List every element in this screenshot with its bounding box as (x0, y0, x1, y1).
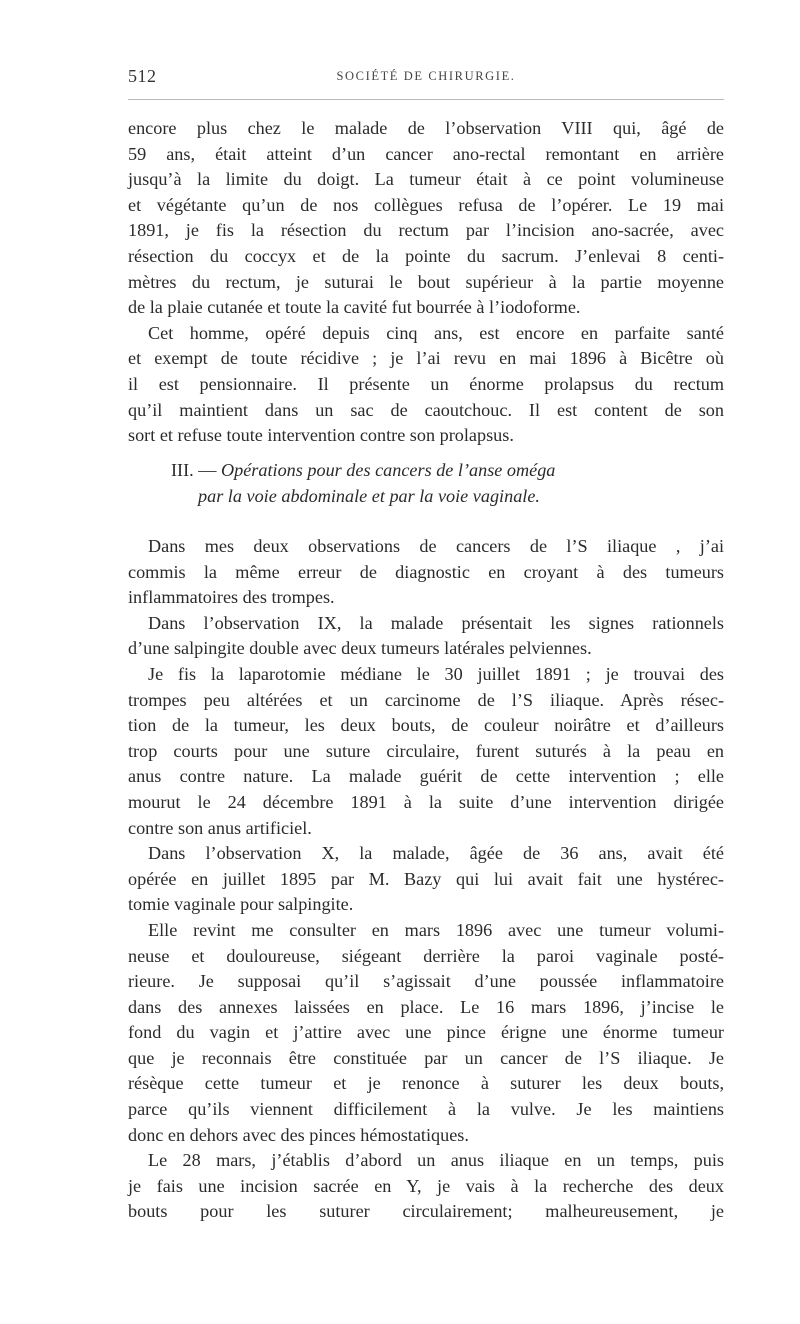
section-title-line-2: par la voie abdominale et par la voie vaginale. (198, 485, 540, 506)
text-line: rieure. Je supposai qu’il s’agissait d’une poussée inflammatoire (128, 971, 724, 992)
page-number: 512 (128, 66, 157, 86)
text-line: que je reconnais être constituée par un cancer de l’S iliaque. Je (128, 1047, 724, 1068)
text-line: sort et refuse toute intervention contre son prolapsus. (128, 425, 514, 446)
text-line: encore plus chez le malade de l’observation VIII qui, âgé de (128, 118, 724, 138)
text-line: Dans mes deux observations de cancers de l’S iliaque , j’ai (148, 536, 724, 556)
text-line: dans des annexes laissées en place. Le 16 mars 1896, j’incise le (128, 996, 724, 1017)
text-line: 1891, je fis la résection du rectum par l’incision ano-sacrée, avec (128, 220, 724, 241)
paragraph (128, 918, 724, 1148)
text-line: inflammatoires des trompes. (128, 587, 335, 608)
running-title: SOCIÉTÉ DE CHIRURGIE. (336, 69, 516, 83)
text-line: et végétante qu’un de nos collègues refusa de l’opérer. Le 19 mai (128, 194, 724, 215)
paragraph (128, 662, 724, 841)
text-line: parce qu’ils viennent difficilement à la vulve. Je les maintiens (128, 1099, 724, 1120)
text-line: résection du coccyx et de la pointe du sacrum. J’enlevai 8 centi- (128, 245, 724, 266)
text-line: fond du vagin et j’attire avec une pince érigne une énorme tumeur (128, 1022, 724, 1043)
paragraph (128, 534, 724, 611)
text-line: Elle revint me consulter en mars 1896 avec une tumeur volumi- (148, 919, 724, 940)
text-line: jusqu’à la limite du doigt. La tumeur était à ce point volumineuse (128, 169, 724, 190)
text-line: résèque cette tumeur et je renonce à suturer les deux bouts, (128, 1073, 724, 1094)
running-head (128, 66, 724, 90)
text-line: tomie vaginale pour salpingite. (128, 894, 354, 915)
paragraph (128, 611, 724, 662)
text-line: mourut le 24 décembre 1891 à la suite d’une intervention dirigée (128, 791, 724, 812)
body-text-after-section (128, 534, 724, 1225)
text-line: d’une salpingite double avec deux tumeurs latérales pelviennes. (128, 638, 592, 659)
text-line: Je fis la laparotomie médiane le 30 juillet 1891 ; je trouvai des (148, 663, 724, 684)
text-line: trompes peu altérées et un carcinome de l’S iliaque. Après résec- (128, 689, 724, 710)
paragraph (128, 841, 724, 918)
text-line: Dans l’observation IX, la malade présentait les signes rationnels (148, 612, 724, 633)
text-line: commis la même erreur de diagnostic en croyant à des tumeurs (128, 561, 724, 582)
text-line: contre son anus artificiel. (128, 817, 312, 838)
text-line: bouts pour les suturer circulairement; malheureusement, je (128, 1201, 724, 1222)
text-line: neuse et douloureuse, siégeant derrière la paroi vaginale posté- (128, 945, 724, 966)
text-line: et exempt de toute récidive ; je l’ai revu en mai 1896 à Bicêtre où (128, 348, 724, 369)
text-line: tion de la tumeur, les deux bouts, de couleur noirâtre et d’ailleurs (128, 715, 724, 736)
body-text-before-section (128, 116, 724, 449)
paragraph (128, 116, 724, 321)
text-line: anus contre nature. La malade guérit de cette intervention ; elle (128, 766, 724, 787)
section-number: III. — (171, 460, 217, 480)
text-line: 59 ans, était atteint d’un cancer ano-rectal remontant en arrière (128, 143, 724, 164)
paragraph (128, 1148, 724, 1225)
text-line: qu’il maintient dans un sac de caoutchouc. Il est content de son (128, 399, 724, 420)
text-line: il est pensionnaire. Il présente un énorme prolapsus du rectum (128, 373, 724, 394)
text-line: donc en dehors avec des pinces hémostatiques. (128, 1124, 469, 1145)
text-line: Le 28 mars, j’établis d’abord un anus iliaque en un temps, puis (148, 1150, 724, 1171)
text-line: mètres du rectum, je suturai le bout supérieur à la partie moyenne (128, 271, 724, 292)
section-heading (128, 458, 724, 509)
paragraph (128, 321, 724, 449)
text-line: je fais une incision sacrée en Y, je vais à la recherche des deux (128, 1175, 724, 1196)
text-line: de la plaie cutanée et toute la cavité fut bourrée à l’iodoforme. (128, 297, 581, 318)
section-title-line-1: Opérations pour des cancers de l’anse oméga (221, 460, 556, 480)
header-rule (128, 99, 724, 100)
section-heading-line-1 (128, 458, 724, 484)
text-line: Cet homme, opéré depuis cinq ans, est encore en parfaite santé (148, 322, 724, 343)
text-line: opérée en juillet 1895 par M. Bazy qui lui avait fait une hystérec- (128, 868, 724, 889)
text-line: Dans l’observation X, la malade, âgée de 36 ans, avait été (148, 843, 724, 864)
text-line: trop courts pour une suture circulaire, furent suturés à la peau en (128, 740, 724, 761)
